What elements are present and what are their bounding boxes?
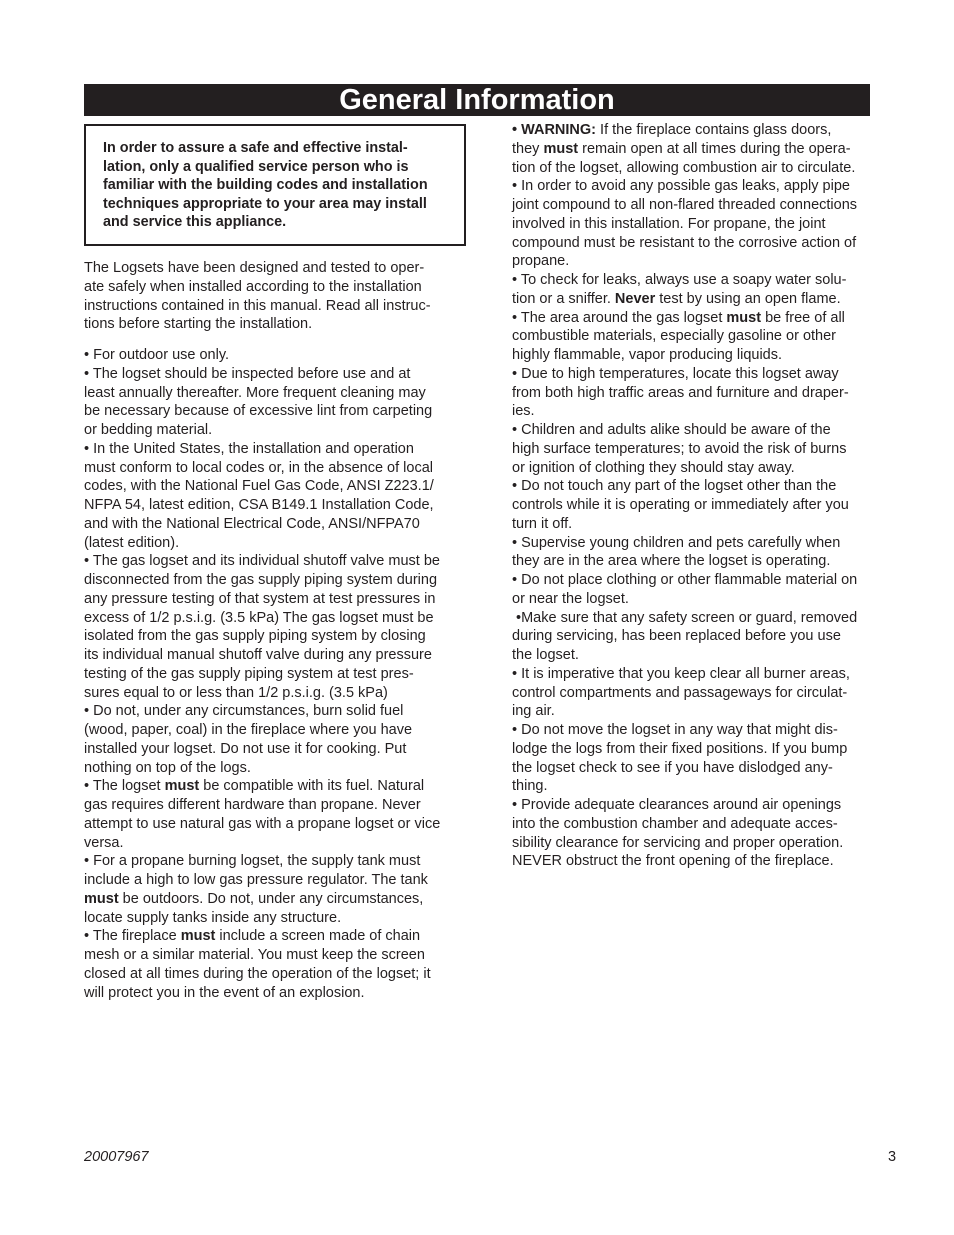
emphasis-text: must bbox=[164, 778, 200, 795]
text-line: • For outdoor use only. bbox=[84, 347, 230, 363]
text-line: gas requires different hardware than propane. Never bbox=[84, 797, 421, 813]
text-line: ing air. bbox=[512, 703, 555, 720]
text-line bbox=[512, 290, 902, 309]
text-line: its individual manual shutoff valve during any pressure bbox=[84, 647, 432, 663]
text-line: versa. bbox=[84, 834, 124, 851]
document-number: 20007967 bbox=[84, 1149, 149, 1165]
text-line: • Do not, under any circumstances, burn solid fuel bbox=[84, 703, 404, 720]
text-line bbox=[512, 140, 902, 159]
text-line: any pressure testing of that system at test pressures in bbox=[84, 590, 436, 607]
text-line: mesh or a similar material. You must keep the screen bbox=[84, 947, 425, 963]
text-line: ate safely when installed according to the installation bbox=[84, 278, 422, 295]
bullet-glass-doors-warning bbox=[512, 121, 902, 177]
left-column bbox=[84, 259, 476, 1002]
bullet-propane-tank bbox=[84, 852, 476, 927]
bullet-keep-clear bbox=[512, 665, 902, 721]
text-line: • Supervise young children and pets carefully when bbox=[512, 534, 841, 551]
text-line: • It is imperative that you keep clear all burner areas, bbox=[512, 665, 850, 682]
text-line: (wood, paper, coal) in the fireplace where you have bbox=[84, 722, 413, 738]
emphasis-text: Never bbox=[614, 290, 656, 307]
text-line: • Do not move the logset in any way that might dis- bbox=[512, 722, 838, 738]
text-run: include a screen made of chain bbox=[215, 928, 421, 945]
bullet-supervise-children bbox=[512, 534, 902, 572]
text-line bbox=[84, 927, 476, 946]
text-run: • The fireplace bbox=[84, 928, 181, 945]
page-title: General Information bbox=[84, 84, 870, 116]
warning-label: • WARNING: bbox=[512, 122, 597, 138]
text-line: tion of the logset, allowing combustion air to circulate. bbox=[512, 159, 856, 176]
right-column bbox=[512, 121, 902, 871]
text-line: tions before starting the installation. bbox=[84, 316, 313, 333]
text-line: testing of the gas supply piping system at test pres- bbox=[84, 665, 414, 682]
text-line: combustible materials, especially gasoline or other bbox=[512, 328, 836, 345]
text-line: least annually thereafter. More frequent cleaning may bbox=[84, 384, 426, 401]
text-line: highly flammable, vapor producing liquids. bbox=[512, 347, 783, 363]
text-line bbox=[512, 309, 902, 328]
text-line: thing. bbox=[512, 778, 548, 795]
text-line: • Provide adequate clearances around air openings bbox=[512, 797, 842, 813]
intro-paragraph bbox=[84, 259, 476, 334]
text-line: ies. bbox=[512, 403, 535, 420]
text-line: include a high to low gas pressure regulator. The tank bbox=[84, 872, 428, 888]
text-line: • In the United States, the installation and operation bbox=[84, 440, 414, 457]
text-line: isolated from the gas supply piping system by closing bbox=[84, 628, 426, 645]
page-number: 3 bbox=[888, 1149, 897, 1165]
text-line: • Due to high temperatures, locate this logset away bbox=[512, 365, 839, 382]
text-line: locate supply tanks inside any structure. bbox=[84, 909, 342, 926]
bullet-fuel-compatibility bbox=[84, 777, 476, 852]
notice-line: and service this appliance. bbox=[103, 214, 287, 231]
text-line: and with the National Electrical Code, ANSI/NFPA70 bbox=[84, 515, 420, 532]
text-line: high surface temperatures; to avoid the risk of burns bbox=[512, 440, 847, 457]
text-line bbox=[84, 777, 476, 796]
notice-line: techniques appropriate to your area may install bbox=[103, 195, 427, 212]
text-line: (latest edition). bbox=[84, 534, 180, 551]
bullet-pressure-testing bbox=[84, 552, 476, 702]
text-line: codes, with the National Fuel Gas Code, ANSI Z223.1/ bbox=[84, 478, 434, 495]
emphasis-text: must bbox=[84, 890, 119, 907]
bullet-leak-check bbox=[512, 271, 902, 309]
text-line: closed at all times during the operation of the logset; it bbox=[84, 965, 431, 982]
text-run: If the fireplace contains glass doors, bbox=[596, 122, 832, 138]
bullet-do-not-touch bbox=[512, 477, 902, 533]
emphasis-text: must bbox=[180, 928, 216, 945]
text-line: compound must be resistant to the corrosive action of bbox=[512, 234, 857, 251]
text-run: remain open at all times during the opera- bbox=[578, 140, 851, 157]
text-line: the logset check to see if you have dislodged any- bbox=[512, 759, 833, 776]
text-line bbox=[84, 890, 476, 909]
bullet-combustibles bbox=[512, 309, 902, 365]
text-line: NFPA 54, latest edition, CSA B149.1 Installation Code, bbox=[84, 497, 434, 513]
notice-line: In order to assure a safe and effective instal- bbox=[103, 140, 408, 156]
text-run: test by using an open flame. bbox=[655, 290, 841, 307]
text-run: be outdoors. Do not, under any circumstances, bbox=[118, 890, 424, 907]
text-line: disconnected from the gas supply piping system during bbox=[84, 572, 438, 588]
text-line: or near the logset. bbox=[512, 590, 629, 607]
bullet-high-temperatures bbox=[512, 365, 902, 421]
text-line: instructions contained in this manual. Read all instruc- bbox=[84, 297, 431, 314]
text-line: nothing on top of the logs. bbox=[84, 759, 251, 776]
bullet-inspection bbox=[84, 365, 476, 440]
text-run: they bbox=[512, 140, 544, 157]
text-line: • The gas logset and its individual shutoff valve must be bbox=[84, 553, 440, 570]
bullet-do-not-move bbox=[512, 721, 902, 796]
bullet-screen bbox=[84, 927, 476, 1002]
text-line: • The logset should be inspected before use and at bbox=[84, 365, 411, 382]
text-line: • In order to avoid any possible gas leaks, apply pipe bbox=[512, 178, 850, 195]
text-line: • Children and adults alike should be aware of the bbox=[512, 422, 831, 438]
bullet-clearances bbox=[512, 796, 902, 871]
text-line: The Logsets have been designed and tested to oper- bbox=[84, 260, 425, 276]
notice-line: familiar with the building codes and installation bbox=[103, 177, 428, 194]
text-line: during servicing, has been replaced before you use bbox=[512, 628, 841, 645]
text-line: control compartments and passageways for circulat- bbox=[512, 684, 848, 701]
text-line: must conform to local codes or, in the absence of local bbox=[84, 459, 433, 476]
bullet-safety-screen bbox=[512, 609, 902, 665]
text-line: excess of 1/2 p.s.i.g. (3.5 kPa) The gas logset must be bbox=[84, 609, 434, 626]
text-line: or ignition of clothing they should stay away. bbox=[512, 459, 795, 476]
bullet-pipe-compound bbox=[512, 177, 902, 271]
text-line: they are in the area where the logset is operating. bbox=[512, 553, 831, 570]
text-line: • Do not touch any part of the logset other than the bbox=[512, 478, 837, 495]
text-line: be necessary because of excessive lint from carpeting bbox=[84, 403, 433, 420]
text-line: • To check for leaks, always use a soapy water solu- bbox=[512, 272, 847, 288]
spacer bbox=[84, 334, 476, 346]
text-line: NEVER obstruct the front opening of the fireplace. bbox=[512, 853, 834, 870]
bullet-codes bbox=[84, 440, 476, 553]
text-line: attempt to use natural gas with a propane logset or vice bbox=[84, 815, 441, 832]
text-line: • Do not place clothing or other flammable material on bbox=[512, 572, 858, 588]
text-run: • The logset bbox=[84, 778, 165, 795]
text-run: tion or a sniffer. bbox=[512, 290, 615, 307]
bullet-outdoor-use bbox=[84, 346, 476, 365]
text-line: will protect you in the event of an explosion. bbox=[84, 984, 365, 1001]
text-line bbox=[512, 121, 902, 140]
bullet-solid-fuel bbox=[84, 702, 476, 777]
text-line: turn it off. bbox=[512, 515, 573, 532]
text-line: the logset. bbox=[512, 647, 579, 663]
text-run: • The area around the gas logset bbox=[512, 309, 727, 326]
emphasis-text: must bbox=[726, 309, 762, 326]
text-line: into the combustion chamber and adequate acces- bbox=[512, 815, 838, 832]
text-line: or bedding material. bbox=[84, 422, 213, 438]
text-run: be free of all bbox=[761, 309, 845, 326]
text-line: propane. bbox=[512, 253, 570, 270]
text-line: • For a propane burning logset, the supply tank must bbox=[84, 853, 421, 870]
emphasis-text: must bbox=[543, 140, 579, 157]
text-line: lodge the logs from their fixed positions. If you bump bbox=[512, 740, 848, 757]
text-run: be compatible with its fuel. Natural bbox=[199, 778, 425, 795]
text-line: installed your logset. Do not use it for cooking. Put bbox=[84, 740, 407, 757]
text-line: from both high traffic areas and furniture and draper- bbox=[512, 384, 849, 401]
bullet-clothing bbox=[512, 571, 902, 609]
text-line: •Make sure that any safety screen or guard, removed bbox=[512, 609, 858, 626]
notice-line: lation, only a qualified service person who is bbox=[103, 158, 409, 175]
text-line: controls while it is operating or immediately after you bbox=[512, 497, 849, 513]
text-line: sures equal to or less than 1/2 p.s.i.g. (3.5 kPa) bbox=[84, 684, 388, 701]
text-line: involved in this installation. For propane, the joint bbox=[512, 215, 826, 232]
text-line: sibility clearance for servicing and proper operation. bbox=[512, 834, 844, 851]
bullet-surface-temperatures bbox=[512, 421, 902, 477]
text-line: joint compound to all non-flared threaded connections bbox=[512, 197, 858, 213]
safety-notice-box bbox=[84, 124, 466, 246]
